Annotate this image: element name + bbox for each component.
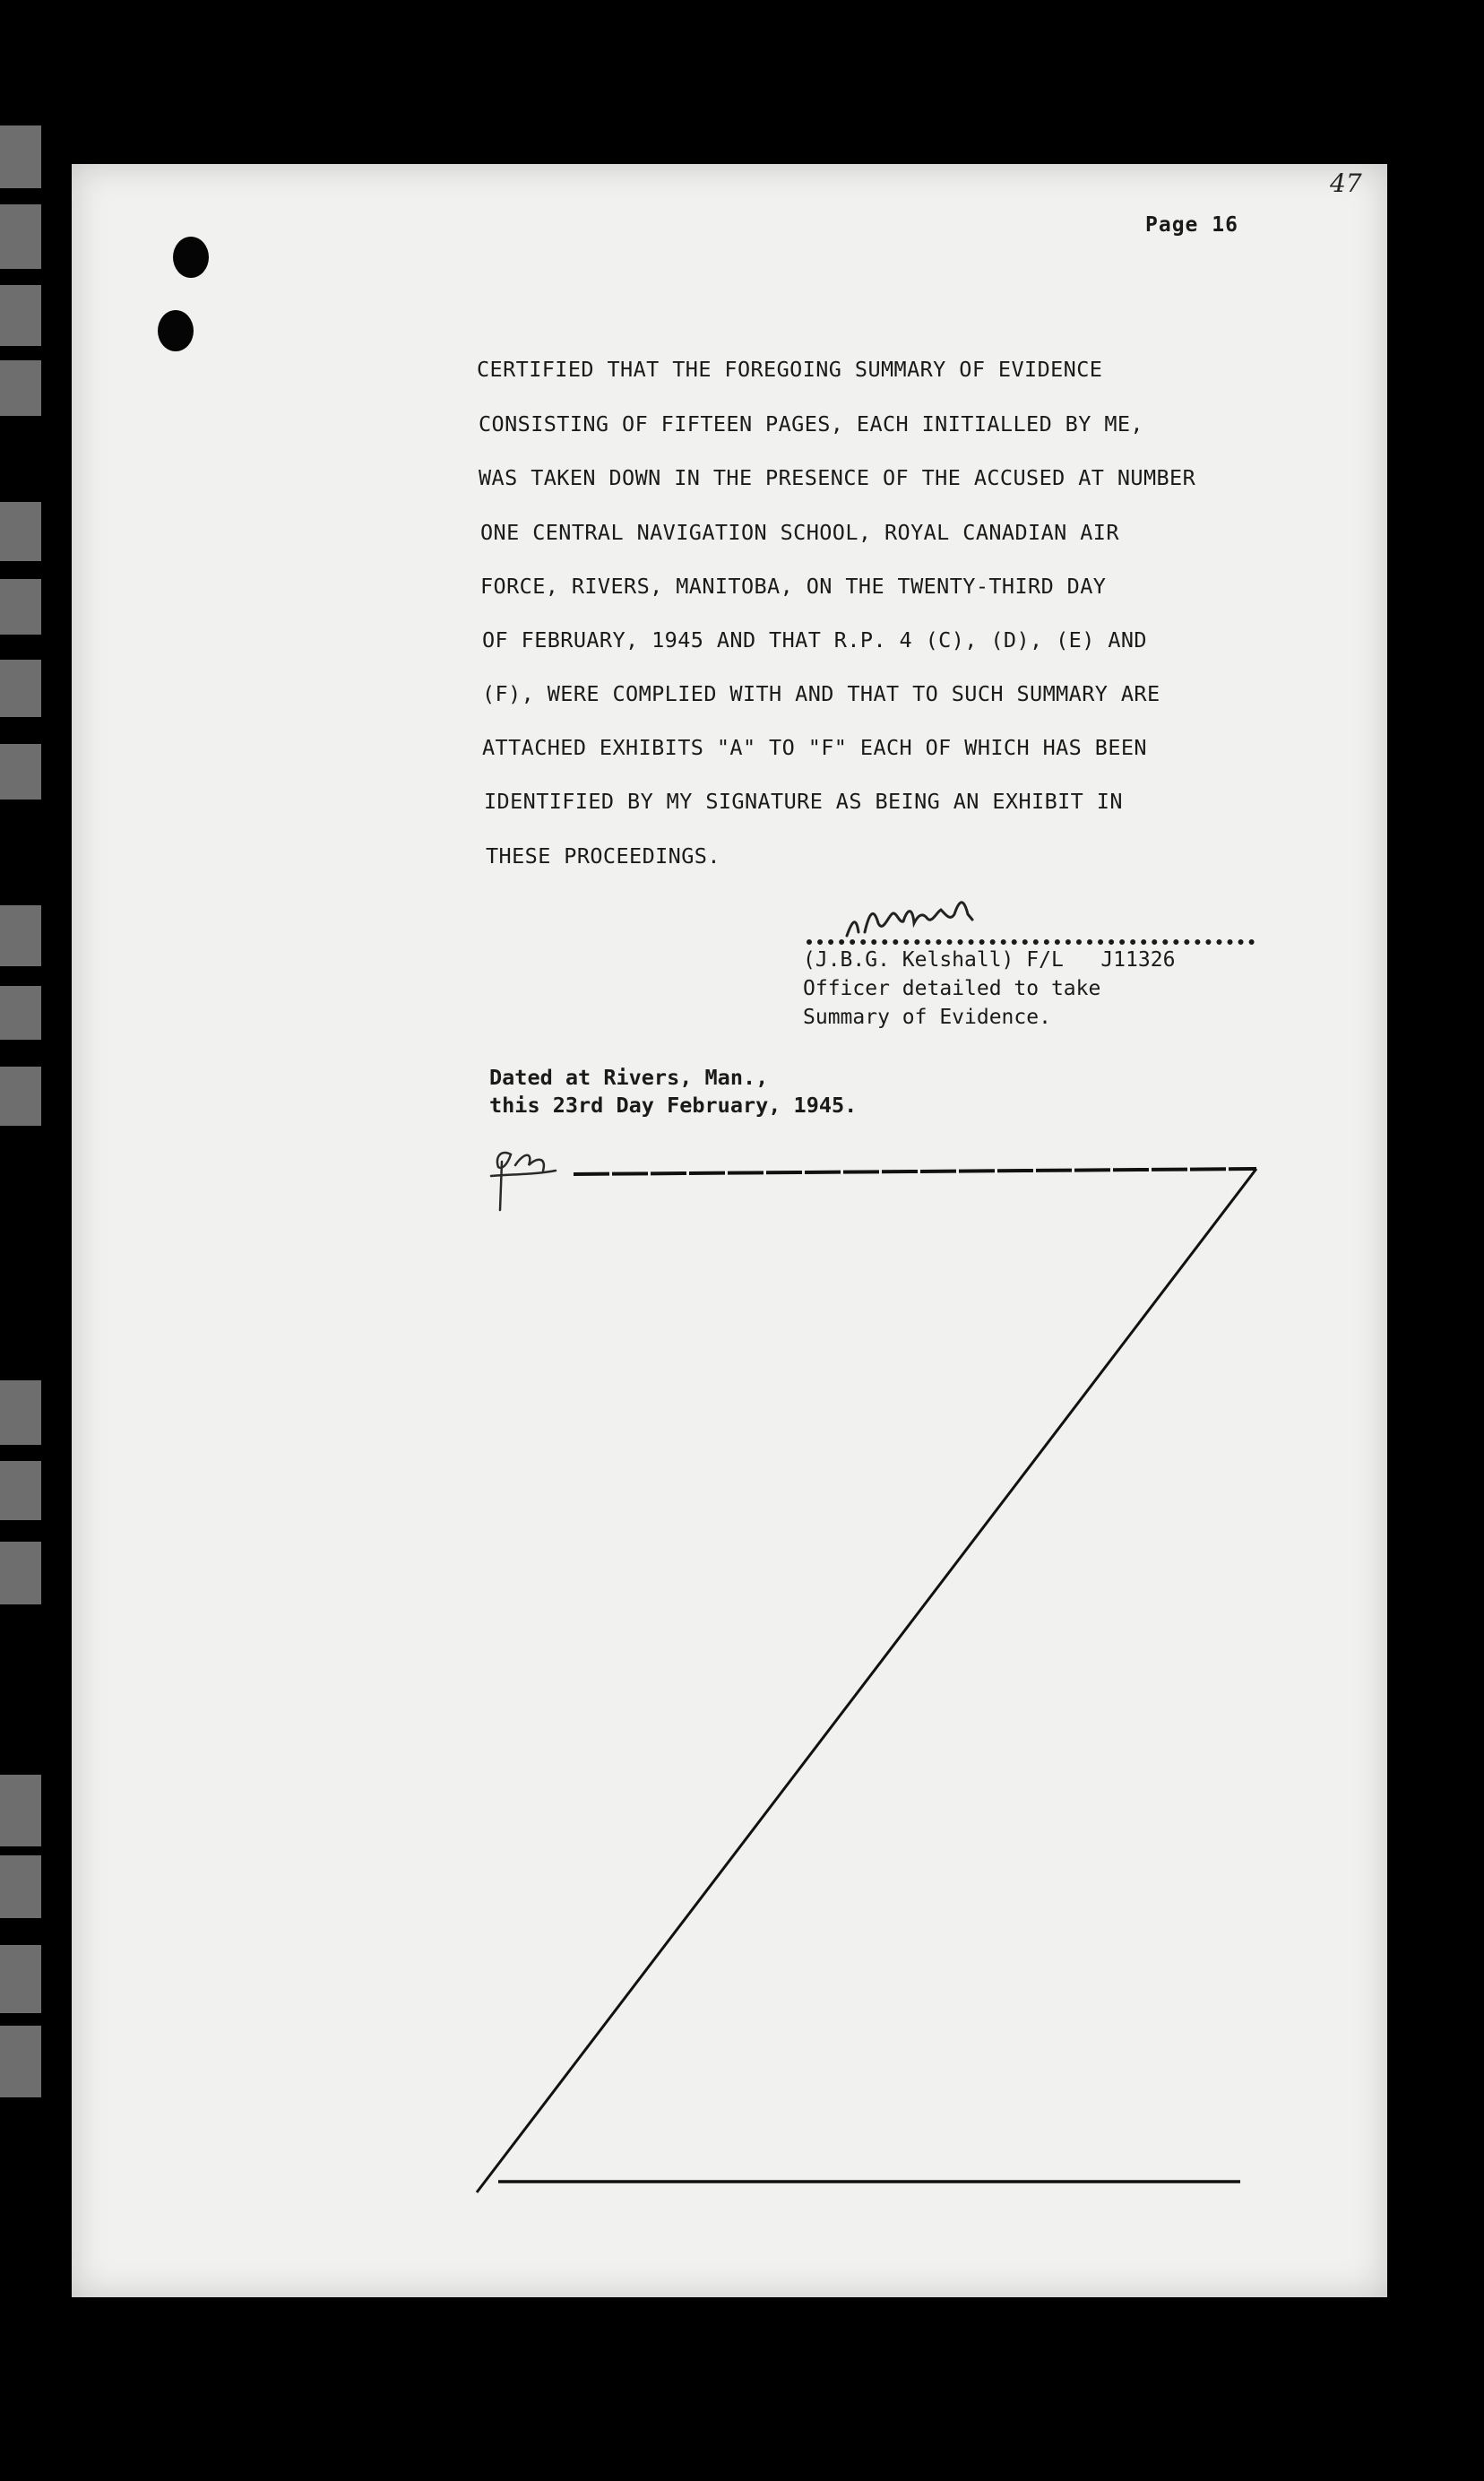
certification-line: IDENTIFIED BY MY SIGNATURE AS BEING AN EXHIBIT IN bbox=[484, 789, 1123, 814]
certification-line: THESE PROCEEDINGS. bbox=[486, 843, 720, 869]
certification-line: CONSISTING OF FIFTEEN PAGES, EACH INITIALLED BY ME, bbox=[479, 411, 1143, 437]
signatory-name: (J.B.G. Kelshall) F/L J11326 bbox=[803, 948, 1176, 972]
handwritten-initials bbox=[491, 1153, 556, 1210]
signatory-role: Officer detailed to take bbox=[803, 977, 1101, 1000]
certification-line: ATTACHED EXHIBITS "A" TO "F" EACH OF WHICH HAS BEEN bbox=[482, 735, 1147, 760]
archive-page-number: 47 bbox=[1330, 169, 1362, 198]
certification-line: CERTIFIED THAT THE FOREGOING SUMMARY OF EVIDENCE bbox=[477, 357, 1103, 382]
handwritten-signature bbox=[847, 903, 972, 936]
certification-line: WAS TAKEN DOWN IN THE PRESENCE OF THE ACCUSED AT NUMBER bbox=[479, 465, 1196, 490]
dated-date: this 23rd Day February, 1945. bbox=[489, 1093, 858, 1118]
certification-line: ONE CENTRAL NAVIGATION SCHOOL, ROYAL CANADIAN AIR bbox=[480, 520, 1119, 545]
cancellation-diagonal-line bbox=[477, 1169, 1256, 2192]
certification-line: (F), WERE COMPLIED WITH AND THAT TO SUCH SUMMARY ARE bbox=[482, 681, 1160, 706]
cancellation-top-line bbox=[574, 1169, 1256, 1174]
certification-line: OF FEBRUARY, 1945 AND THAT R.P. 4 (C), (D), (E) AND bbox=[482, 627, 1147, 653]
page-number: Page 16 bbox=[1145, 213, 1238, 237]
dated-place: Dated at Rivers, Man., bbox=[489, 1065, 769, 1090]
certification-line: FORCE, RIVERS, MANITOBA, ON THE TWENTY-THIRD DAY bbox=[480, 574, 1107, 599]
signatory-role: Summary of Evidence. bbox=[803, 1006, 1051, 1029]
